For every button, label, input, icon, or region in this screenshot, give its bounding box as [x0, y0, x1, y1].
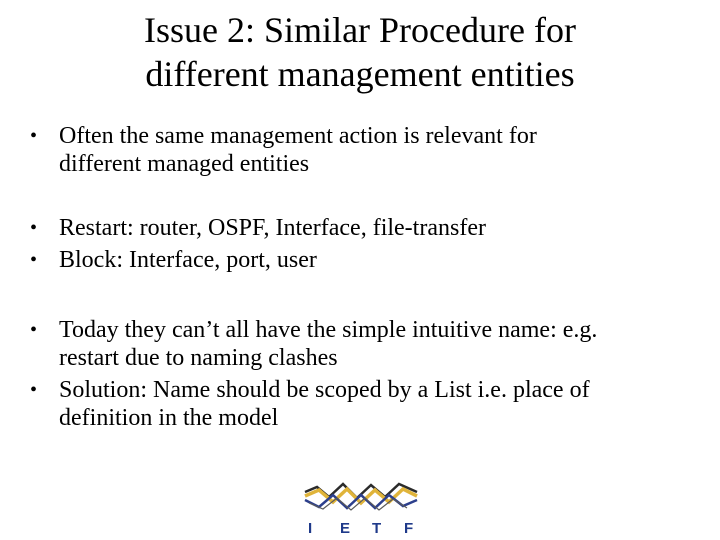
bullet-text-line: different managed entities: [59, 151, 310, 177]
logo-letter: F: [404, 520, 414, 536]
bullet-text-line: restart due to naming clashes: [59, 345, 338, 371]
logo-letter: I: [308, 520, 313, 536]
bullet-list: [30, 122, 700, 432]
bullet-text-line: Often the same management action is relevant for: [59, 123, 537, 149]
bullet-item: [30, 246, 700, 274]
ietf-logo: [303, 478, 419, 536]
bullet-text-line: Solution: Name should be scoped by a List i.e. place of: [59, 377, 590, 403]
slide-title-line-2: different management entities: [145, 54, 575, 94]
bullet-item: [30, 122, 700, 178]
bullet-item: [30, 376, 700, 432]
slide-title-line-1: Issue 2: Similar Procedure for: [144, 10, 576, 50]
bullet-item: [30, 316, 700, 372]
bullet-icon: •: [30, 379, 38, 401]
bullet-text-line: Restart: router, OSPF, Interface, file-transfer: [59, 215, 486, 241]
bullet-item: [30, 214, 700, 242]
bullet-text-line: definition in the model: [59, 405, 279, 431]
bullet-text-line: Block: Interface, port, user: [59, 247, 317, 273]
bullet-icon: •: [30, 125, 38, 147]
logo-letter: T: [372, 520, 382, 536]
bullet-text-line: Today they can’t all have the simple intuitive name: e.g.: [59, 317, 598, 343]
bullet-icon: •: [30, 319, 38, 341]
logo-letter: E: [340, 520, 351, 536]
ietf-logo-wave-icon: [305, 484, 417, 510]
bullet-icon: •: [30, 249, 38, 271]
ietf-logo-letters: [308, 520, 413, 536]
slide-title: [0, 8, 720, 96]
bullet-icon: •: [30, 217, 38, 239]
